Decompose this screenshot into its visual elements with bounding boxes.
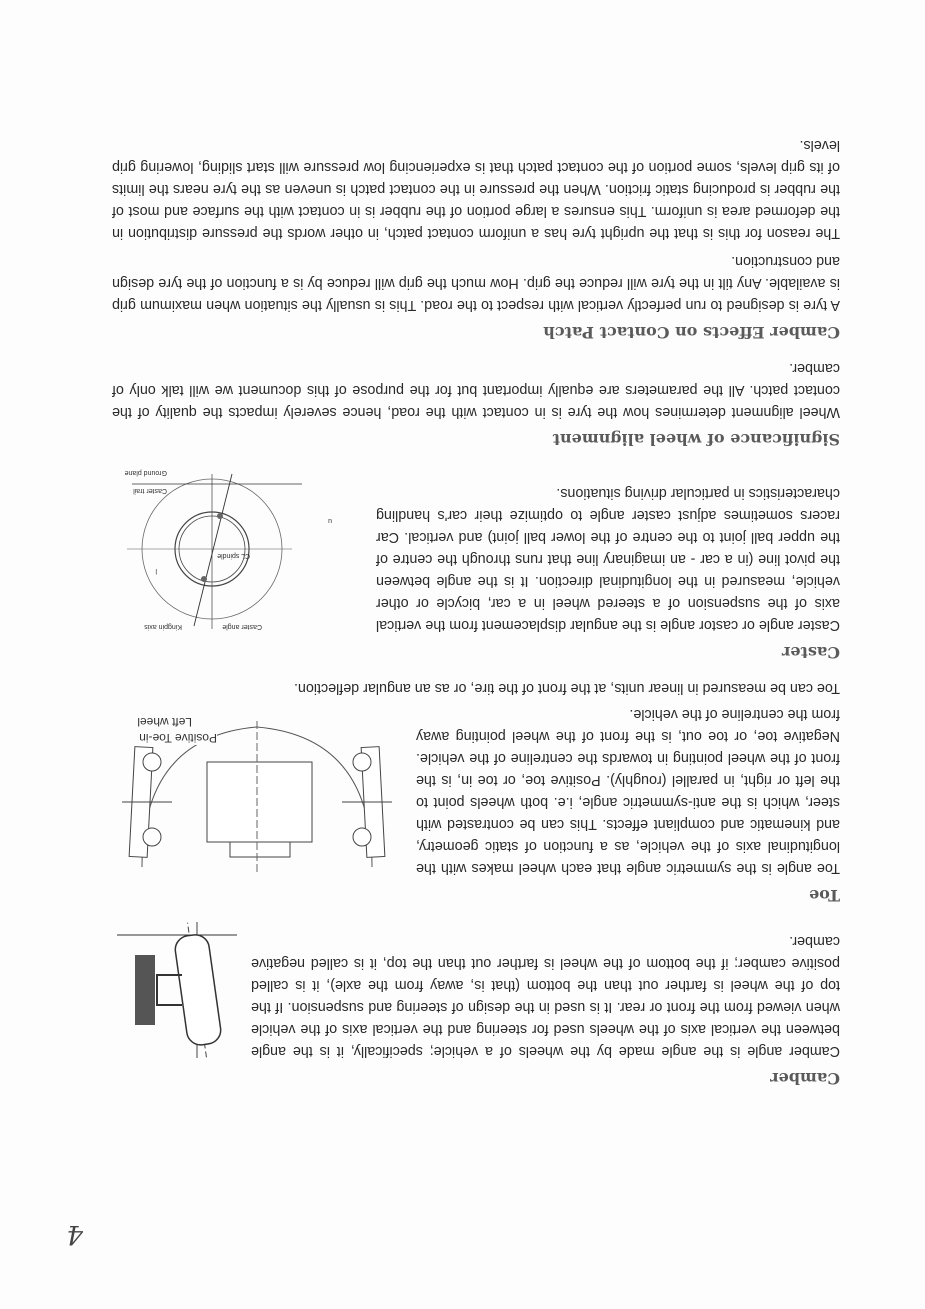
text-column [112,130,840,1099]
caster-label-u: u [328,517,332,524]
section-caster [112,460,840,673]
section-camber [112,916,840,1099]
significance-paragraph: Wheel alignment determines how the tyre is in contact with the road, hence severely impacts the quality of the contact patch. All the parameters are equally important but for the purpose of this document we will talk only of camber. [112,360,840,420]
camber-diagram [112,920,237,1060]
toe-measure-paragraph: Toe can be measured in linear units, at the front of the tire, or as an angular deflection. [294,680,840,696]
toe-figure [112,712,402,877]
heading-toe: Toe [809,886,840,905]
caster-label-angle: Caster angle [222,623,262,630]
caster-label-l: l [155,567,157,574]
section-significance [112,353,840,460]
contact-patch-paragraph-2: The reason for this is that the upright tyre has a uniform contact patch, in other words the pressure distribution in the deformed area is uniform. This ensures a large portion of the rubber is in contact with the surface and most of the rubber is producing static friction. When the pressure in the contact patch is uneven as the tyre nears the limits of its grip levels, some portion of the contact patch that is experiencing low pressure will start sliding, lowering grip levels. [112,137,840,241]
camber-figure [112,920,237,1060]
heading-significance: Significance of wheel alignment [552,430,840,449]
caster-label-spindle: CL spindle [217,552,250,559]
heading-caster: Caster [781,643,840,662]
caster-figure [112,464,362,634]
caster-label-trail: Caster trail [133,487,167,494]
heading-contact-patch: Camber Effects on Contact Patch [543,323,840,342]
caster-label-kingpin: Kingpin axis [144,623,182,630]
contact-patch-paragraph-1: A tyre is designed to run perfectly vertical with respect to the road. This is usually the situation when maximum grip is available. Any tilt in the tyre will reduce the grip. How much the grip will reduce by is a function of the tyre design and construction. [112,253,840,313]
caster-paragraph: Caster angle or castor angle is the angular displacement from the vertical axis of the suspension of a steered wheel in a car, bicycle or other vehicle, measured in the longitudinal direction. It is the angle between the pivot line (in a car - an imaginary line that runs through the centre of the upper ball joint to the centre of the lower ball joint) and vertical. Car racers sometimes adjust caster angle to optimize their car's handling characteristics in particular driving situations. [376,485,840,633]
section-contact-patch [112,130,840,353]
heading-camber: Camber [770,1069,840,1088]
toe-diagram-title: Positive Toe-in [139,731,217,745]
toe-paragraph: Toe angle is the symmetric angle that each wheel makes with the longitudinal axis of the vehicle, as a function of static geometry, and kinematic and compliant effects. This can be contrasted with steer, which is the anti-symmetric angle, i.e. both wheels point to the left or right, in parallel (roughly). Positive toe, or toe in, is the front of the wheel pointing in towards the centreline of the vehicle. Negative toe, or toe out, is the front of the wheel pointing away from the centreline of the vehicle. [416,706,840,876]
handwritten-page-number: 4 [66,1219,83,1249]
camber-paragraph: Camber angle is the angle made by the wheels of a vehicle; specifically, it is the angle between the vertical axis of the wheels used for steering and the vertical axis of the vehicle when viewed from the front or rear. It is used in the design of steering and suspension. If the top of the wheel is farther out than the bottom (that is, away from the axle), it is called positive camber; if the bottom of the wheel is farther out than the top, it is called negative camber. [251,933,840,1059]
toe-diagram-subtitle: Left wheel [137,715,192,729]
caster-label-ground: Ground plane [124,469,167,476]
section-toe [112,673,840,916]
